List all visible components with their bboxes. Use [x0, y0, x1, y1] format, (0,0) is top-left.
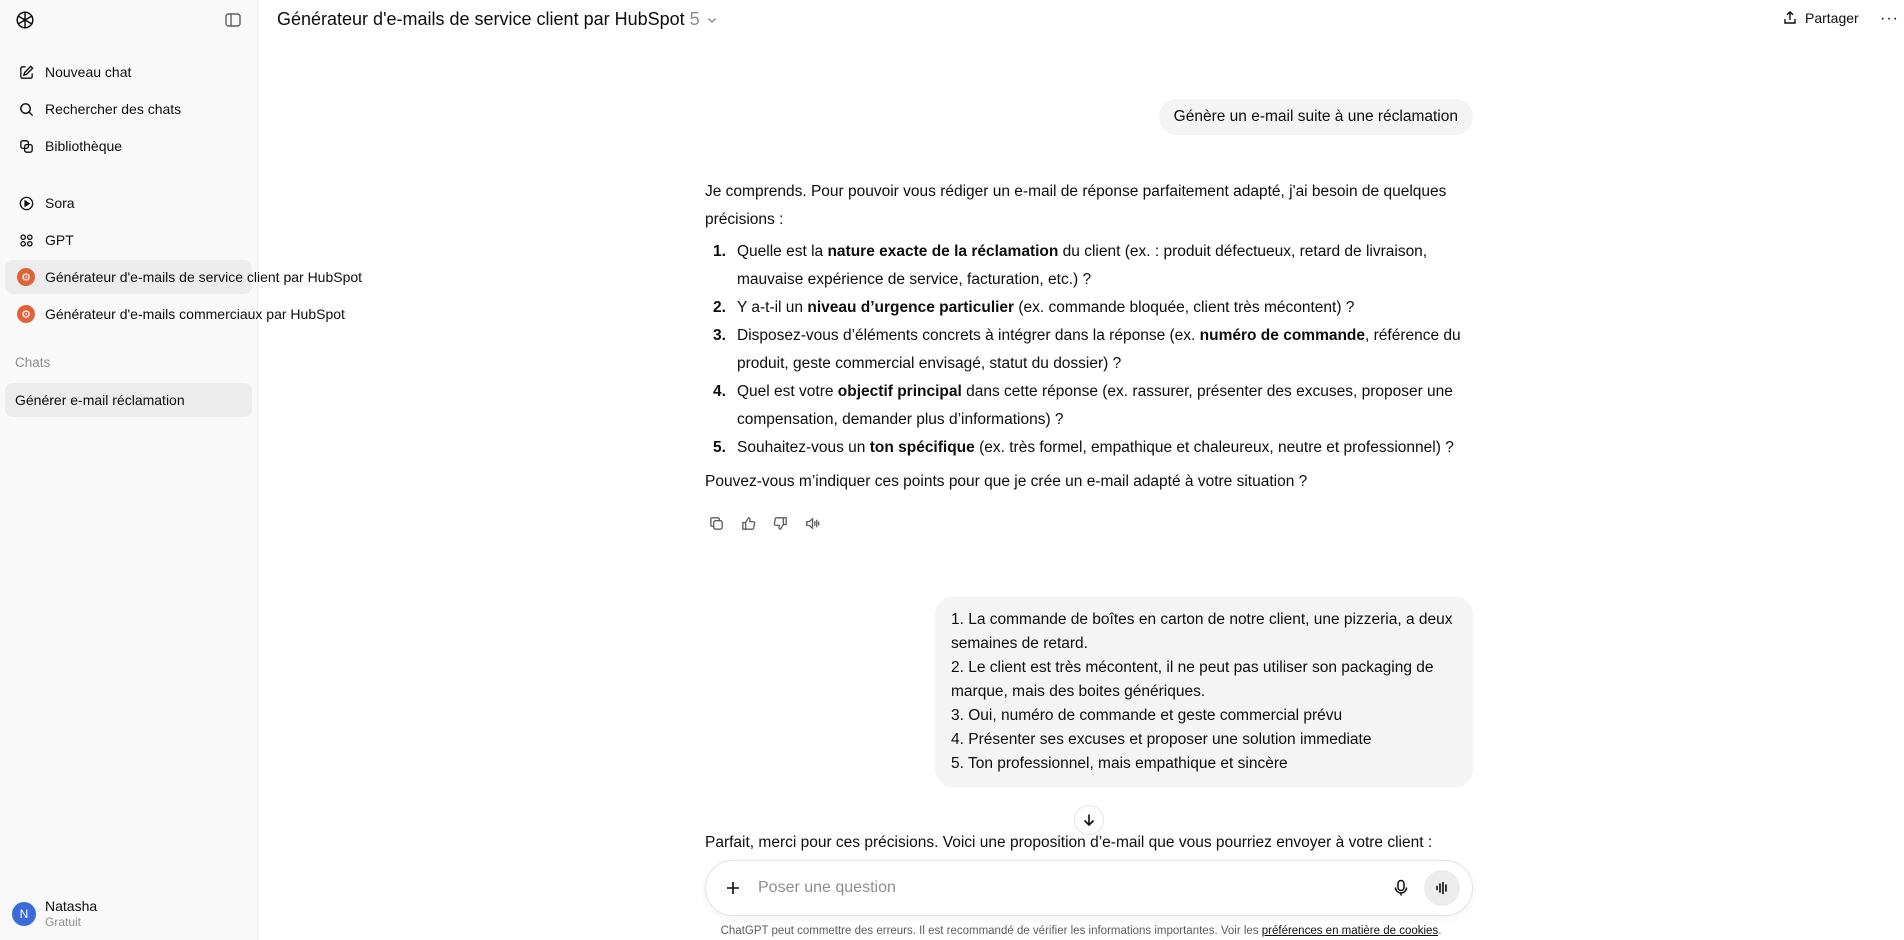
microphone-icon[interactable] — [1388, 875, 1414, 901]
hubspot-icon: ⚙ — [17, 305, 35, 323]
message-line: 4. Présenter ses excuses et proposer une solution immediate — [951, 731, 1372, 748]
version-label: 5 — [689, 9, 700, 29]
message-line: 1. La commande de boîtes en carton de notre client, une pizzeria, a deux semaines de retard. — [951, 611, 1453, 652]
library-icon — [17, 137, 35, 155]
arrow-down-icon — [1081, 812, 1097, 828]
sidebar-item-sora[interactable] — [5, 186, 252, 220]
user-message — [935, 597, 1473, 787]
sidebar-item-hubspot-service[interactable] — [5, 260, 363, 294]
sidebar-toggle-icon[interactable] — [224, 11, 242, 29]
scroll-down-button[interactable] — [1074, 805, 1104, 835]
sidebar-item-label: Générateur d'e-mails commerciaux par HubSpot — [45, 306, 345, 322]
message-actions — [705, 512, 833, 534]
page-title: Générateur d'e-mails de service client par HubSpot — [277, 9, 685, 29]
assistant-intro: Je comprends. Pour pouvoir vous rédiger un e-mail de réponse parfaitement adapté, j'ai besoin de quelques précisions : — [705, 183, 1447, 228]
sidebar-item-label: Générateur d'e-mails de service client par HubSpot — [45, 269, 363, 285]
sidebar-item-label: Nouveau chat — [45, 64, 132, 80]
sidebar-item-label: Bibliothèque — [45, 138, 123, 154]
list-item: 3. Disposez-vous d’éléments concrets à intégrer dans la réponse (ex. numéro de commande, référence du produit, geste commercial envisagé, statut du dossier) ? — [713, 327, 1461, 372]
hubspot-icon: ⚙ — [17, 268, 35, 286]
sidebar — [0, 0, 363, 940]
play-circle-icon — [17, 194, 35, 212]
sidebar-item-library[interactable] — [5, 129, 252, 163]
read-aloud-icon[interactable] — [801, 512, 823, 534]
list-item: 5. Souhaitez-vous un ton spécifique (ex. très formel, empathique et chaleureux, neutre et professionnel) ? — [713, 439, 1454, 456]
thumbs-up-icon[interactable] — [737, 512, 759, 534]
list-item: 1. Quelle est la nature exacte de la réclamation du client (ex. : produit défectueux, retard de livraison, mauvaise expérience de service, facturation, etc.) ? — [713, 243, 1428, 288]
voice-mode-button[interactable] — [1424, 870, 1460, 906]
sidebar-item-label: Sora — [45, 195, 75, 211]
sidebar-item-hubspot-sales[interactable] — [5, 297, 345, 331]
more-options-icon[interactable]: ··· — [1880, 10, 1899, 27]
assistant-message-start: Parfait, merci pour ces précisions. Voici une proposition d’e-mail que vous pourriez envoyer à votre client : — [705, 834, 1433, 851]
composer — [705, 860, 1473, 916]
assistant-question-list — [705, 238, 1473, 462]
sidebar-item-search-chats[interactable] — [5, 92, 252, 126]
chat-item[interactable]: Générer e-mail réclamation — [5, 383, 252, 417]
model-selector[interactable] — [277, 9, 718, 30]
user-name: Natasha — [45, 898, 98, 914]
message-line: 3. Oui, numéro de commande et geste commercial prévu — [951, 707, 1343, 724]
prompt-input[interactable] — [758, 879, 1388, 897]
new-chat-icon — [17, 63, 35, 81]
message-line: 5. Ton professionnel, mais empathique et sincère — [951, 755, 1288, 772]
cookie-preferences-link[interactable]: préférences en matière de cookies — [1261, 925, 1439, 937]
assistant-outro: Pouvez-vous m’indiquer ces points pour que je crée un e-mail adapté à votre situation ? — [705, 473, 1308, 490]
avatar: N — [12, 902, 36, 926]
user-plan: Gratuit — [45, 915, 82, 929]
copy-icon[interactable] — [705, 512, 727, 534]
message-line: 2. Le client est très mécontent, il ne peut pas utiliser son packaging de marque, mais des boites génériques. — [951, 659, 1434, 700]
list-item: 4. Quel est votre objectif principal dans cette réponse (ex. rassurer, présenter des excuses, proposer une compensation, demander plus d’informations) ? — [713, 383, 1453, 428]
user-message: Génère un e-mail suite à une réclamation — [1159, 99, 1473, 135]
assistant-message — [705, 178, 1473, 496]
grid-icon — [17, 231, 35, 249]
thumbs-down-icon[interactable] — [769, 512, 791, 534]
share-button[interactable] — [1782, 10, 1859, 26]
disclaimer: ChatGPT peut commettre des erreurs. Il est recommandé de vérifier les informations importantes. Voir les préférences en matière de cookies. — [720, 925, 1442, 937]
sidebar-item-label: GPT — [45, 232, 74, 248]
sidebar-item-new-chat[interactable] — [5, 55, 252, 89]
search-icon — [17, 100, 35, 118]
voice-waveform-icon — [1434, 880, 1450, 896]
chevron-down-icon — [706, 14, 718, 26]
share-label: Partager — [1805, 10, 1859, 26]
sidebar-item-gpt[interactable] — [5, 223, 252, 257]
openai-logo-icon[interactable] — [14, 9, 36, 31]
list-item: 2. Y a-t-il un niveau d’urgence particulier (ex. commande bloquée, client très mécontent) ? — [713, 299, 1355, 316]
chats-section-label: Chats — [15, 355, 51, 370]
share-icon — [1782, 10, 1798, 26]
plus-icon[interactable] — [720, 875, 746, 901]
sidebar-item-label: Rechercher des chats — [45, 101, 182, 117]
